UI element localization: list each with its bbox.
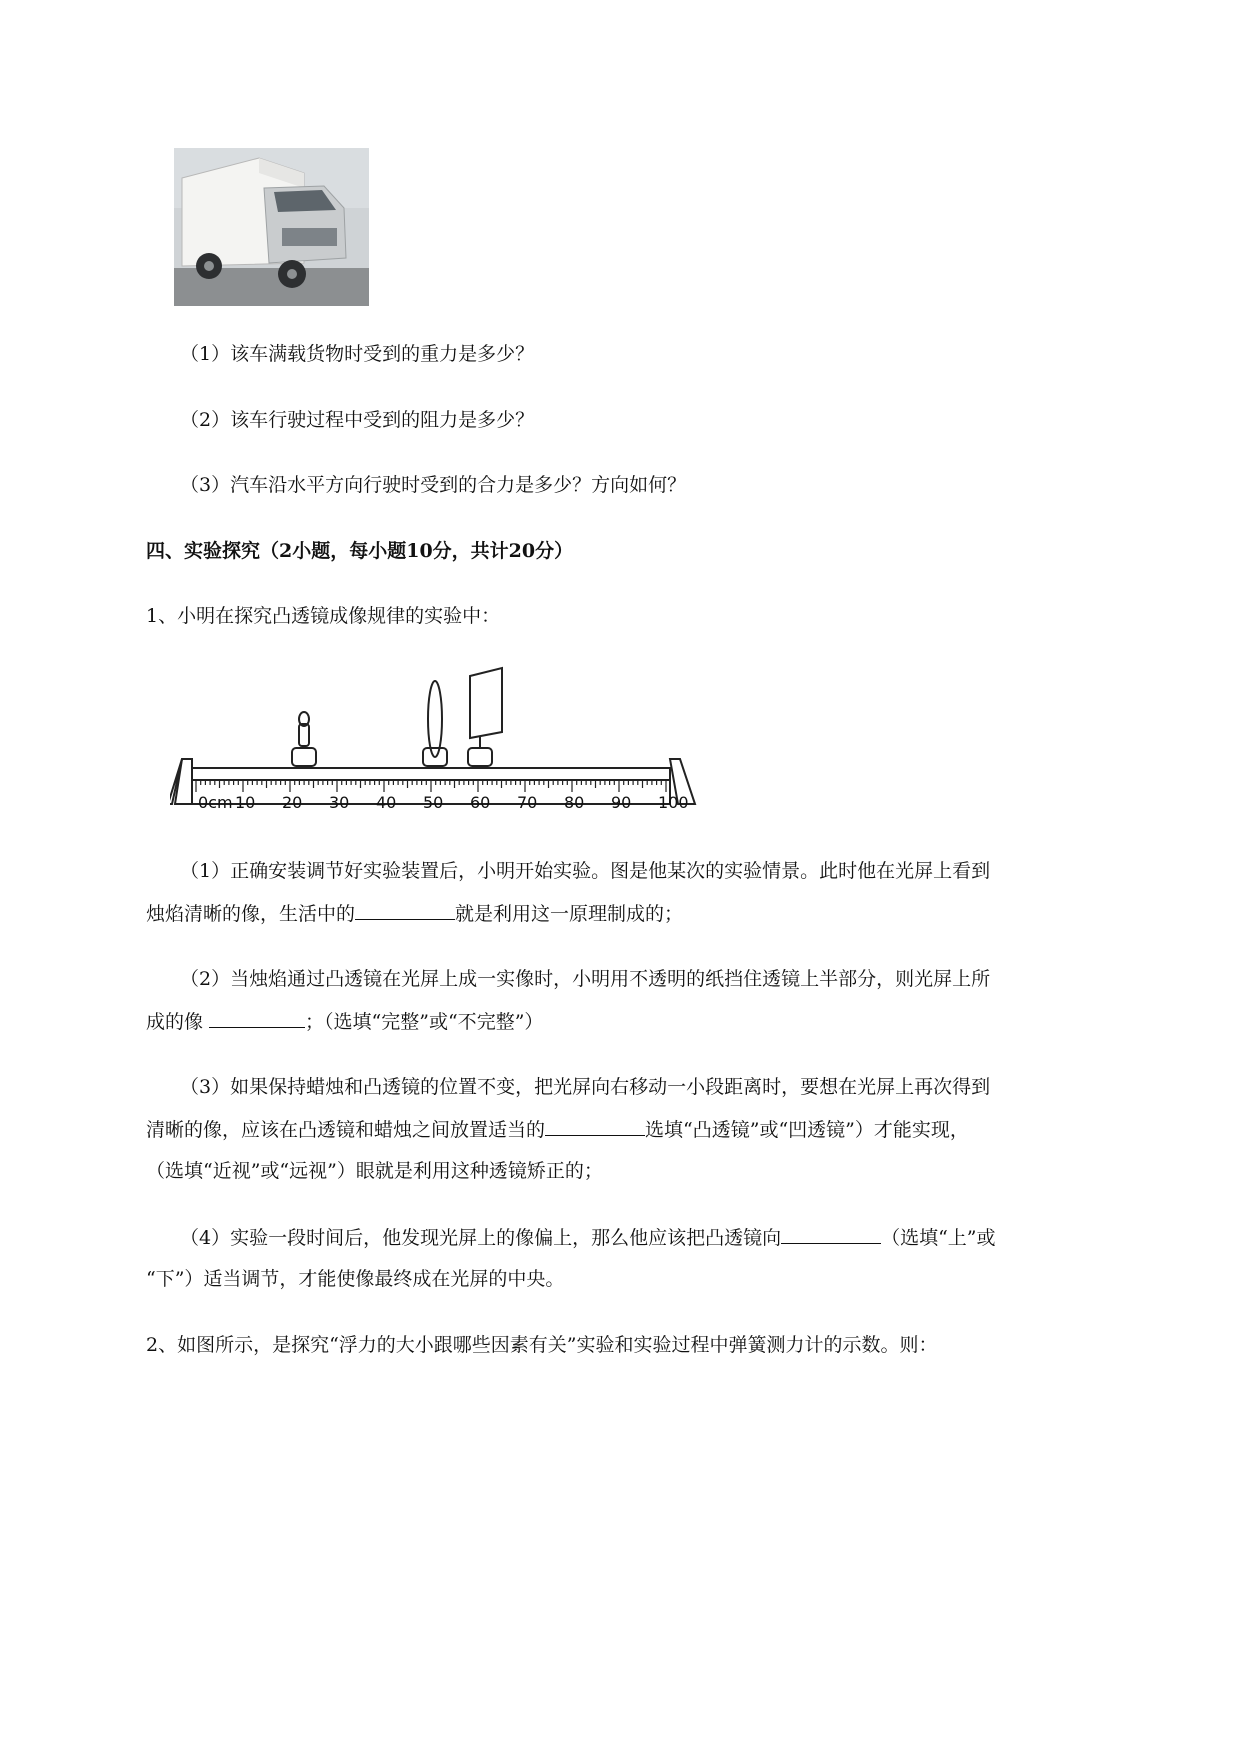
screen-holder [468,748,492,766]
bench-rail [192,768,670,780]
q1-part1-line1: （1）正确安装调节好实验装置后，小明开始实验。图是他某次的实验情景。此时他在光屏上看到 [180,860,991,882]
light-screen [470,668,502,738]
truck-question-part3: （3）汽车沿水平方向行驶时受到的合力是多少？方向如何？ [180,474,687,496]
answer-blank-4[interactable] [781,1225,881,1244]
q1-part1-text-b: 就是利用这一原理制成的； [455,903,684,925]
scale-label: 10 [235,793,256,812]
q1-part3-text-a: 清晰的像，应该在凸透镜和蜡烛之间放置适当的 [146,1119,546,1141]
q1-part4-line2: “下”）适当调节，才能使像最终成在光屏的中央。 [146,1268,565,1290]
optical-bench-figure [170,664,700,814]
q1-part4-text-b: （选填“上”或 [881,1227,996,1249]
q1-part4-text-a: （4）实验一段时间后，他发现光屏上的像偏上，那么他应该把凸透镜向 [180,1227,782,1249]
scale-label: 50 [423,793,444,812]
q1-part3-text-b: 选填“凸透镜”或“凹透镜”）才能实现， [645,1119,969,1141]
candle-holder [292,748,316,766]
q1-part4-line1 [180,1225,996,1250]
q1-part2-line1: （2）当烛焰通过凸透镜在光屏上成一实像时，小明用不透明的纸挡住透镜上半部分，则光屏上所 [180,968,991,990]
truck-question-part1: （1）该车满载货物时受到的重力是多少？ [180,343,535,365]
q1-part1-line2 [146,901,683,926]
q1-part2-text-a: 成的像 [146,1011,210,1033]
truck-photo [174,148,369,306]
scale-label: 90 [611,793,632,812]
answer-blank-2[interactable] [209,1009,305,1028]
q1-part2-line2 [146,1009,543,1034]
q1-part3-line2 [146,1117,969,1142]
scale-label: 30 [329,793,350,812]
q1-part3-line1: （3）如果保持蜡烛和凸透镜的位置不变，把光屏向右移动一小段距离时，要想在光屏上再次得到 [180,1076,991,1098]
answer-blank-1[interactable] [355,901,455,920]
scale-label: 40 [376,793,397,812]
answer-blank-3[interactable] [545,1117,645,1136]
question-2-intro: 2、如图所示，是探究“浮力的大小跟哪些因素有关”实验和实验过程中弹簧测力计的示数。则： [146,1334,938,1356]
scale-label: 100 [658,793,689,812]
truck-question-part2: （2）该车行驶过程中受到的阻力是多少？ [180,409,535,431]
question-1-intro: 1、小明在探究凸透镜成像规律的实验中： [146,605,501,627]
q1-part2-text-b: ；（选填“完整”或“不完整”） [305,1011,544,1033]
scale-label: 80 [564,793,585,812]
candle [299,724,309,746]
scale-label: 20 [282,793,303,812]
section-heading: 四、实验探究（2小题，每小题10分，共计20分） [146,540,574,562]
scale-label: 0cm [198,793,233,812]
scale-label: 60 [470,793,491,812]
q1-part1-text-a: 烛焰清晰的像，生活中的 [146,903,356,925]
convex-lens [428,681,442,757]
scale-label: 70 [517,793,538,812]
q1-part3-line3: （选填“近视”或“远视”）眼就是利用这种透镜矫正的； [146,1160,603,1182]
